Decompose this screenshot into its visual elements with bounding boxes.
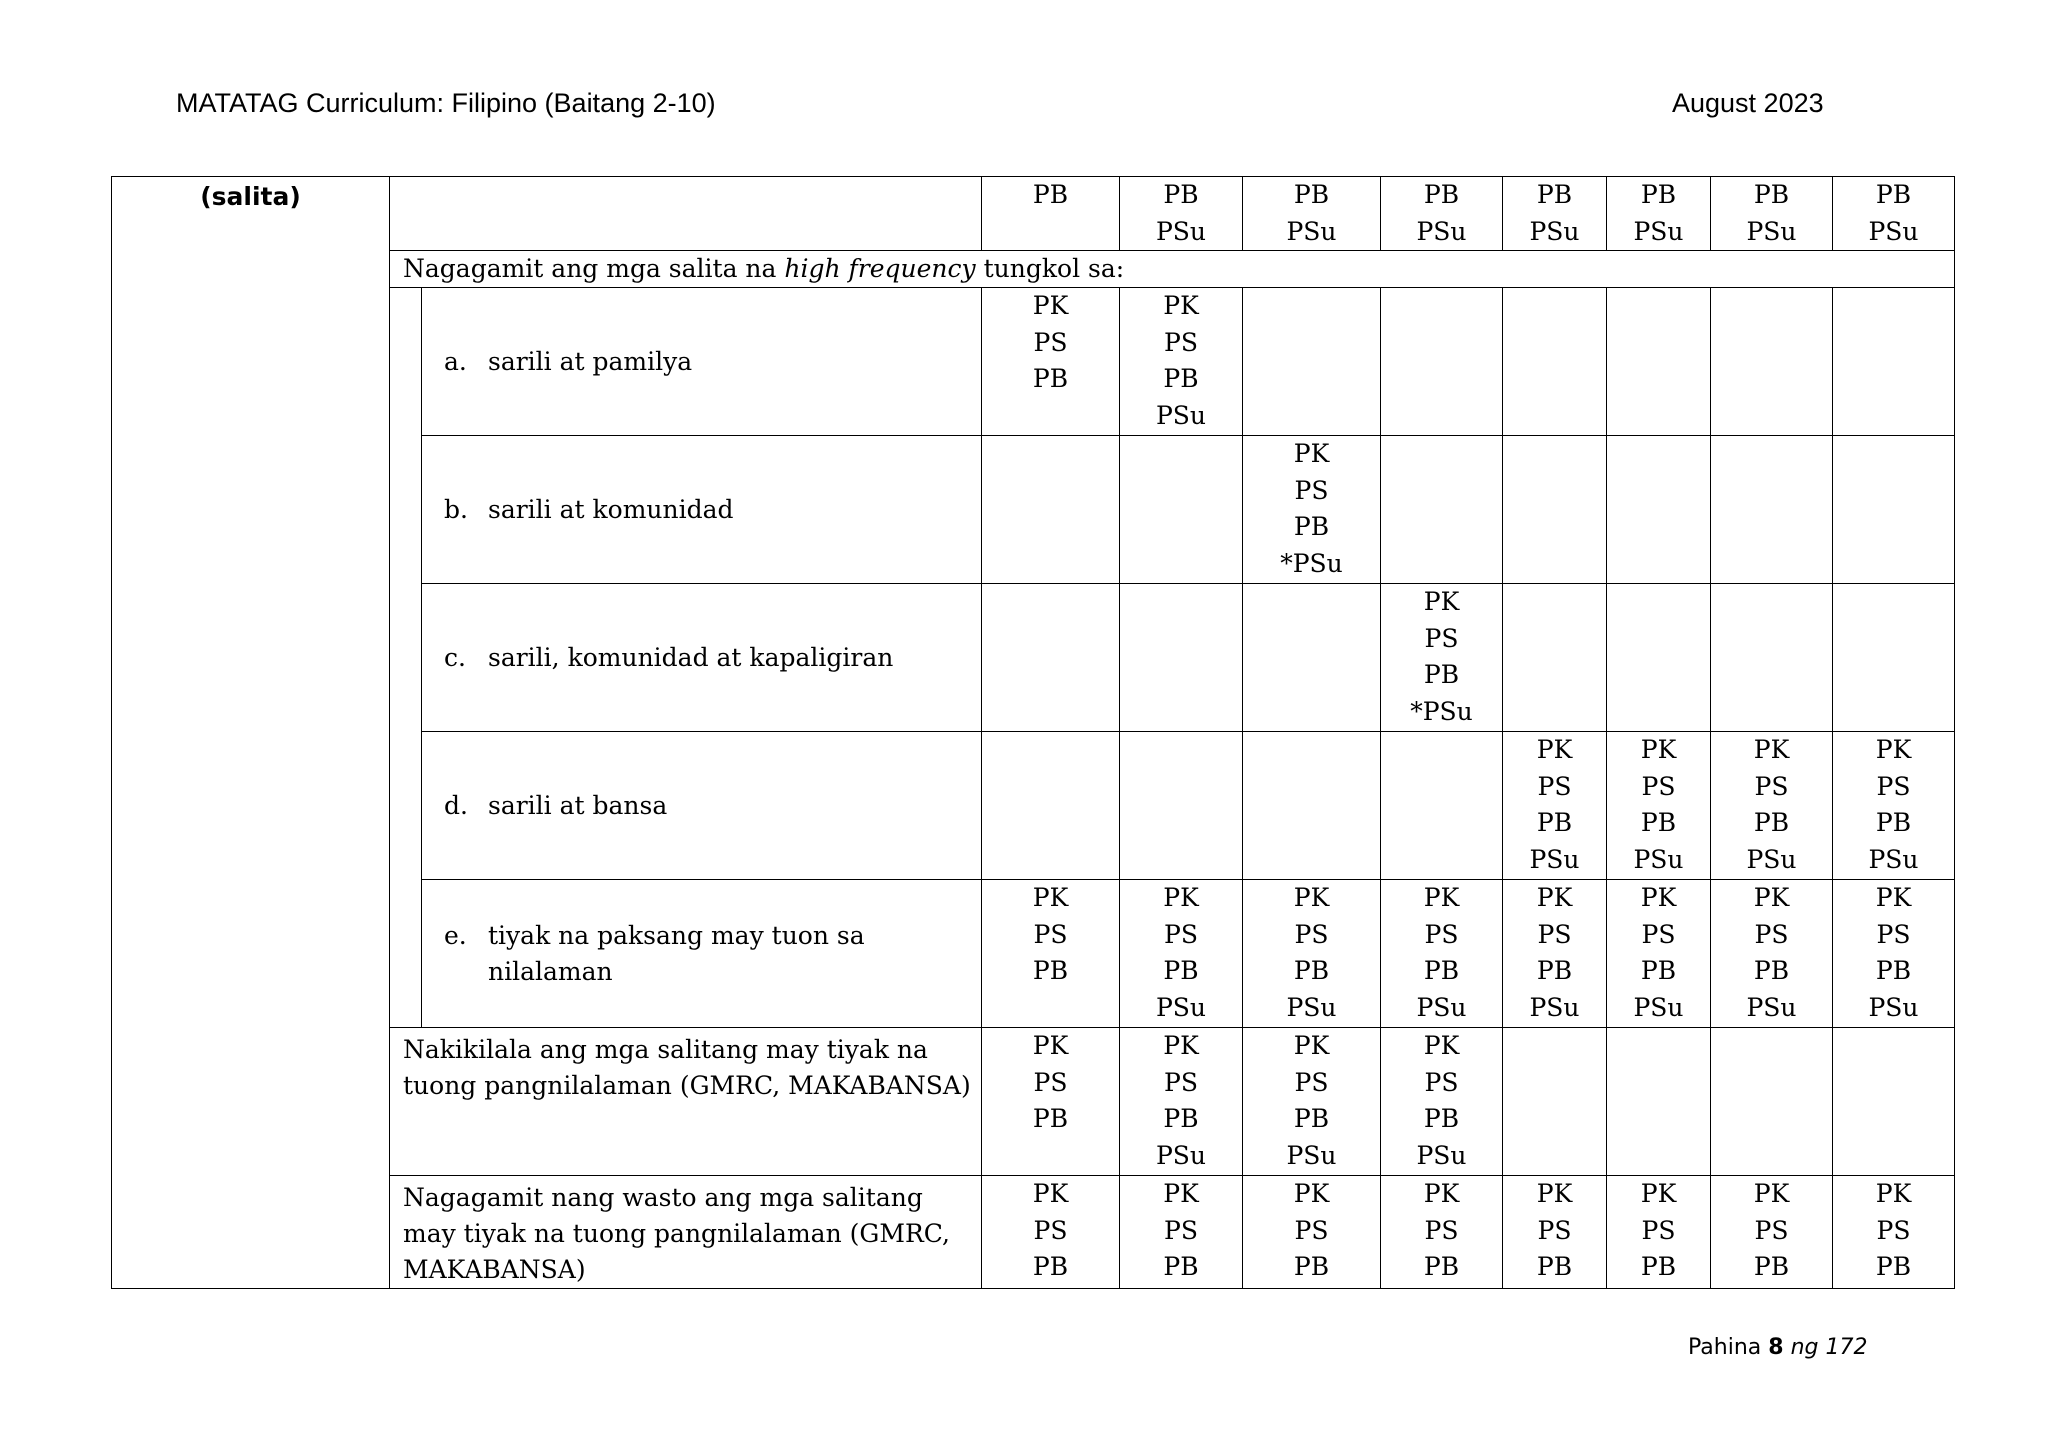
code-label: PK — [1423, 1031, 1460, 1060]
grade-code-cell — [1833, 288, 1955, 436]
code-label: PB — [1423, 956, 1460, 985]
code-label: PS — [1641, 1215, 1676, 1245]
code-label: PS — [1033, 1067, 1068, 1097]
code-label: PB — [1163, 180, 1199, 209]
code-label: PS — [1424, 919, 1459, 949]
grade-code-cell — [982, 880, 1120, 1028]
grade-code-cell — [1120, 288, 1243, 436]
blank-desc-cell — [390, 177, 982, 251]
code-label: PS — [1537, 1215, 1572, 1245]
grade-code-cell — [982, 288, 1120, 436]
item-text: tiyak na paksang may tuon sa nilalaman — [488, 920, 865, 986]
code-label: PB — [1293, 1104, 1330, 1133]
code-label: PB — [1032, 956, 1069, 985]
code-label: PK — [1032, 291, 1069, 320]
code-label: PK — [1293, 439, 1330, 468]
code-label: PK — [1536, 883, 1573, 912]
code-label: PS — [1164, 1215, 1198, 1245]
code-label: PSu — [1746, 992, 1797, 1022]
code-label: PK — [1293, 1031, 1330, 1060]
code-label: PB — [1032, 1104, 1069, 1133]
code-label: PS — [1754, 919, 1789, 949]
grade-code-cell — [1243, 177, 1381, 251]
grade-code-cell — [1381, 1176, 1503, 1289]
code-label: PB — [1163, 364, 1199, 393]
code-label: PSu — [1416, 216, 1467, 246]
code-label: PSu — [1633, 216, 1684, 246]
code-label: PSu — [1868, 844, 1919, 874]
grade-code-cell — [1711, 880, 1833, 1028]
grade-code-cell — [1243, 1028, 1381, 1176]
grade-code-cell — [1120, 177, 1243, 251]
list-item — [422, 436, 982, 584]
code-label: PSu — [1416, 1140, 1467, 1170]
grade-code-cell — [1381, 288, 1503, 436]
code-label: PSu — [1746, 216, 1797, 246]
item-letter: b. — [444, 494, 468, 524]
grade-code-cell — [1243, 1176, 1381, 1289]
code-label: PK — [1640, 1179, 1677, 1208]
grade-code-cell — [1381, 177, 1503, 251]
code-label: PK — [1293, 1179, 1330, 1208]
grade-code-cell — [982, 1176, 1120, 1289]
code-label: PK — [1423, 883, 1460, 912]
grade-code-cell — [1503, 1176, 1607, 1289]
grade-code-cell — [1243, 288, 1381, 436]
code-label: PSu — [1155, 1140, 1207, 1170]
item-letter: e. — [444, 920, 467, 950]
code-label: PS — [1424, 623, 1459, 653]
code-label: PB — [1423, 1252, 1460, 1281]
grade-code-cell — [1607, 1028, 1711, 1176]
code-label: PS — [1754, 771, 1789, 801]
grade-code-cell — [1503, 436, 1607, 584]
code-label: PS — [1033, 919, 1068, 949]
grade-code-cell — [1381, 436, 1503, 584]
code-label: *PSu — [1280, 548, 1343, 578]
grade-code-cell — [982, 177, 1120, 251]
grade-code-cell — [1243, 880, 1381, 1028]
code-label: PB — [1293, 956, 1330, 985]
code-label: PSu — [1286, 992, 1337, 1022]
code-label: PSu — [1529, 844, 1580, 874]
grade-code-cell — [1381, 880, 1503, 1028]
code-label: PB — [1875, 956, 1912, 985]
grade-code-cell — [1120, 436, 1243, 584]
code-label: PB — [1032, 1252, 1069, 1281]
domain-label: (salita) — [112, 177, 390, 1289]
code-label: PB — [1875, 808, 1912, 837]
code-label: PS — [1641, 771, 1676, 801]
footer-page-total: ng 172 — [1790, 1335, 1868, 1360]
code-label: PS — [1294, 1215, 1329, 1245]
code-label: PK — [1163, 1179, 1199, 1208]
code-label: PB — [1875, 1252, 1912, 1281]
code-label: PB — [1536, 808, 1573, 837]
code-label: PK — [1753, 883, 1790, 912]
grade-code-cell — [1381, 732, 1503, 880]
grade-code-cell — [1120, 732, 1243, 880]
code-label: PK — [1163, 291, 1199, 320]
grade-code-cell — [1503, 177, 1607, 251]
grade-code-cell — [1607, 732, 1711, 880]
grade-code-cell — [1711, 177, 1833, 251]
code-label: PB — [1032, 364, 1069, 393]
code-label: PB — [1640, 956, 1677, 985]
code-label: PS — [1424, 1215, 1459, 1245]
grade-code-cell — [1711, 288, 1833, 436]
code-label: PS — [1033, 327, 1068, 357]
code-label: PB — [1293, 1252, 1330, 1281]
code-label: PSu — [1416, 992, 1467, 1022]
code-label: PB — [1753, 956, 1790, 985]
code-label: PK — [1875, 1179, 1912, 1208]
intro-statement — [390, 251, 1955, 288]
grade-code-cell — [1243, 732, 1381, 880]
grade-code-cell — [1503, 584, 1607, 732]
code-label: PSu — [1633, 844, 1684, 874]
code-label: PS — [1876, 1215, 1911, 1245]
code-label: PS — [1876, 919, 1911, 949]
grade-code-cell — [1243, 584, 1381, 732]
grade-code-cell — [1607, 288, 1711, 436]
grade-code-cell — [1503, 288, 1607, 436]
code-label: PB — [1293, 180, 1330, 209]
list-item — [422, 880, 982, 1028]
code-label: PB — [1536, 956, 1573, 985]
grade-code-cell — [1711, 436, 1833, 584]
grade-code-cell — [1833, 880, 1955, 1028]
grade-code-cell — [1833, 1176, 1955, 1289]
header-date: August 2023 — [1672, 88, 1824, 118]
grade-code-cell — [1833, 177, 1955, 251]
grade-code-cell — [1711, 1176, 1833, 1289]
code-label: PK — [1163, 883, 1199, 912]
code-label: PK — [1536, 1179, 1573, 1208]
code-label: *PSu — [1410, 696, 1473, 726]
code-label: PB — [1875, 180, 1912, 209]
grade-code-cell — [1711, 732, 1833, 880]
grade-code-cell — [1607, 880, 1711, 1028]
code-label: PK — [1423, 587, 1460, 616]
grade-code-cell — [982, 732, 1120, 880]
item-letter: a. — [444, 346, 467, 376]
code-label: PB — [1536, 180, 1573, 209]
grade-code-cell — [1833, 584, 1955, 732]
grade-code-cell — [1607, 1176, 1711, 1289]
item-text: sarili, komunidad at kapaligiran — [488, 642, 894, 672]
grade-code-cell — [1120, 1028, 1243, 1176]
code-label: PS — [1754, 1215, 1789, 1245]
item-letter: c. — [444, 642, 466, 672]
code-label: PS — [1164, 1067, 1198, 1097]
code-label: PS — [1537, 771, 1572, 801]
item-text: sarili at pamilya — [488, 346, 693, 376]
grade-code-cell — [982, 436, 1120, 584]
grade-code-cell — [1711, 584, 1833, 732]
code-label: PB — [1640, 808, 1677, 837]
code-label: PSu — [1155, 400, 1207, 430]
code-label: PSu — [1633, 992, 1684, 1022]
code-label: PB — [1163, 956, 1199, 985]
list-item — [422, 288, 982, 436]
code-label: PK — [1875, 883, 1912, 912]
code-label: PB — [1423, 180, 1460, 209]
grade-code-cell — [1503, 732, 1607, 880]
intro-before: Nagagamit ang mga salita na — [403, 254, 785, 283]
competency-statement: Nagagamit nang wasto ang mga salitang may tiyak na tuong pangnilalaman (GMRC, MAKABANSA) — [390, 1176, 982, 1289]
grade-code-cell — [1607, 584, 1711, 732]
code-label: PB — [1640, 1252, 1677, 1281]
code-label: PK — [1640, 735, 1677, 764]
code-label: PS — [1164, 327, 1198, 357]
grade-code-cell — [1607, 436, 1711, 584]
page-footer — [1688, 1335, 1867, 1360]
code-label: PSu — [1529, 992, 1580, 1022]
intro-italic: high frequency — [784, 254, 976, 283]
code-label: PSu — [1746, 844, 1797, 874]
code-label: PS — [1294, 475, 1329, 505]
code-label: PK — [1753, 1179, 1790, 1208]
footer-page-number: 8 — [1768, 1335, 1784, 1360]
code-label: PB — [1640, 180, 1677, 209]
code-label: PS — [1876, 771, 1911, 801]
grade-code-cell — [1833, 1028, 1955, 1176]
grade-code-cell — [1833, 436, 1955, 584]
code-label: PSu — [1286, 1140, 1337, 1170]
code-label: PK — [1163, 1031, 1199, 1060]
code-label: PB — [1163, 1104, 1199, 1133]
grade-code-cell — [1381, 1028, 1503, 1176]
list-item — [422, 732, 982, 880]
item-letter: d. — [444, 790, 468, 820]
grade-code-cell — [1120, 584, 1243, 732]
code-label: PS — [1424, 1067, 1459, 1097]
code-label: PK — [1032, 1179, 1069, 1208]
code-label: PS — [1537, 919, 1572, 949]
code-label: PS — [1294, 1067, 1329, 1097]
code-label: PK — [1753, 735, 1790, 764]
code-label: PK — [1423, 1179, 1460, 1208]
table-row — [112, 177, 1955, 251]
code-label: PB — [1423, 660, 1460, 689]
grade-code-cell — [1607, 177, 1711, 251]
code-label: PSu — [1868, 992, 1919, 1022]
code-label: PB — [1032, 180, 1069, 209]
grade-code-cell — [982, 1028, 1120, 1176]
grade-code-cell — [1381, 584, 1503, 732]
code-label: PB — [1536, 1252, 1573, 1281]
code-label: PSu — [1155, 992, 1207, 1022]
code-label: PS — [1641, 919, 1676, 949]
item-text: sarili at komunidad — [488, 494, 734, 524]
code-label: PS — [1294, 919, 1329, 949]
code-label: PK — [1536, 735, 1573, 764]
code-label: PK — [1875, 735, 1912, 764]
item-text: sarili at bansa — [488, 790, 668, 820]
grade-code-cell — [982, 584, 1120, 732]
grade-code-cell — [1120, 880, 1243, 1028]
grade-code-cell — [1120, 1176, 1243, 1289]
code-label: PB — [1293, 512, 1330, 541]
code-label: PK — [1640, 883, 1677, 912]
code-label: PK — [1032, 883, 1069, 912]
code-label: PSu — [1286, 216, 1337, 246]
code-label: PSu — [1868, 216, 1919, 246]
grade-code-cell — [1503, 1028, 1607, 1176]
code-label: PSu — [1529, 216, 1580, 246]
code-label: PB — [1753, 180, 1790, 209]
footer-prefix: Pahina — [1688, 1335, 1762, 1360]
curriculum-table — [111, 176, 1955, 1289]
code-label: PK — [1293, 883, 1330, 912]
code-label: PB — [1753, 808, 1790, 837]
code-label: PSu — [1155, 216, 1207, 246]
header-title: MATATAG Curriculum: Filipino (Baitang 2-10) — [176, 88, 716, 118]
code-label: PB — [1753, 1252, 1790, 1281]
competency-statement: Nakikilala ang mga salitang may tiyak na tuong pangnilalaman (GMRC, MAKABANSA) — [390, 1028, 982, 1176]
indent-gutter — [390, 288, 422, 1028]
code-label: PS — [1033, 1215, 1068, 1245]
code-label: PB — [1423, 1104, 1460, 1133]
grade-code-cell — [1503, 880, 1607, 1028]
code-label: PK — [1032, 1031, 1069, 1060]
grade-code-cell — [1243, 436, 1381, 584]
grade-code-cell — [1833, 732, 1955, 880]
code-label: PS — [1164, 919, 1198, 949]
intro-after: tungkol sa: — [975, 254, 1125, 283]
grade-code-cell — [1711, 1028, 1833, 1176]
list-item — [422, 584, 982, 732]
code-label: PB — [1163, 1252, 1199, 1281]
